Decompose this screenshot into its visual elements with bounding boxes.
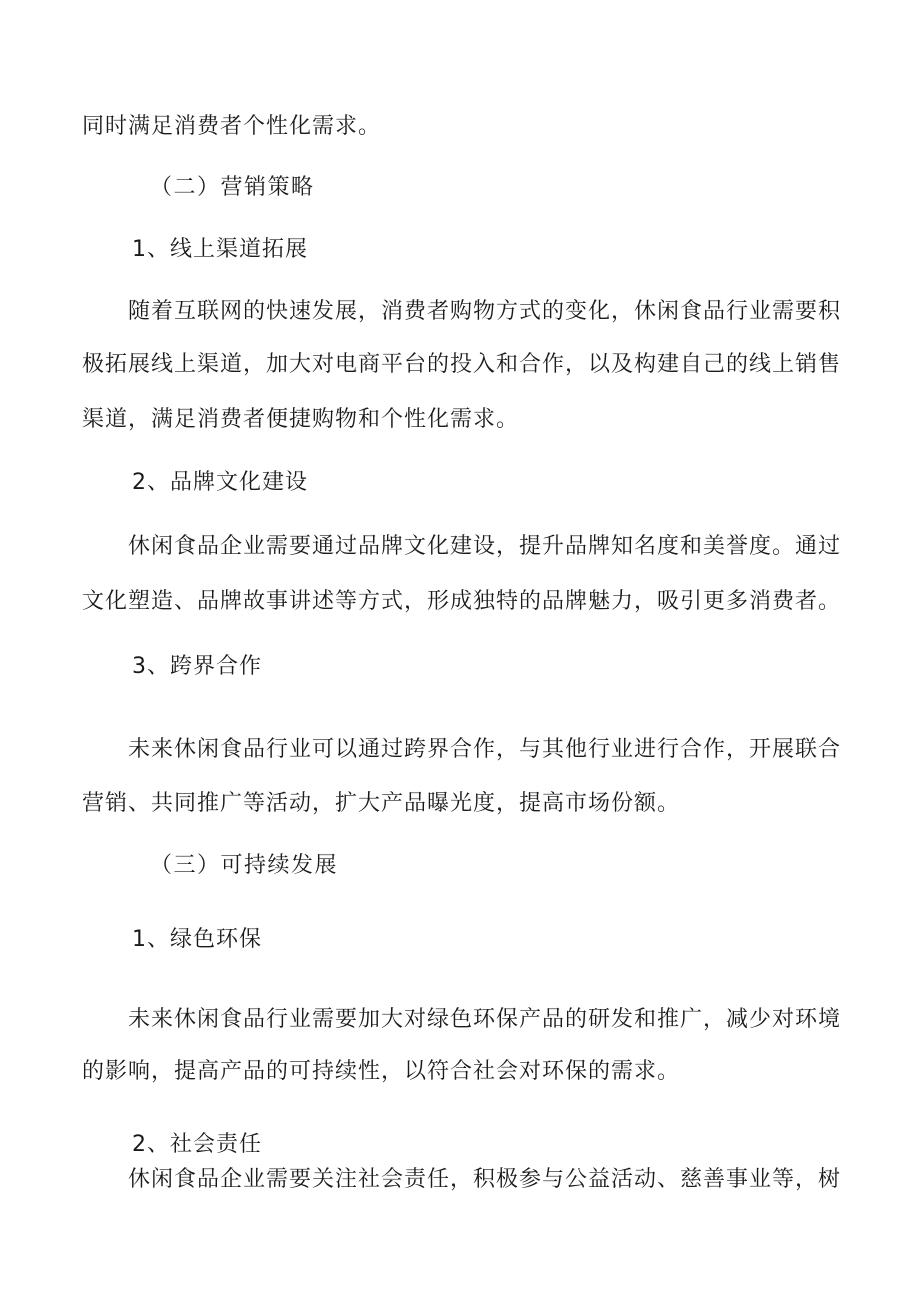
paragraph-green-line-2: 的影响，提高产品的可持续性，以符合社会对环保的需求。: [82, 1059, 681, 1084]
paragraph-online-channel-line-1: 随着互联网的快速发展，消费者购物方式的变化，休闲食品行业需要积: [128, 299, 842, 324]
paragraph-cross-border-line-2: 营销、共同推广等活动，扩大产品曝光度，提高市场份额。: [82, 791, 681, 816]
paragraph-online-channel-line-3: 渠道，满足消费者便捷购物和个性化需求。: [82, 407, 520, 432]
section-heading-sustainable-development: （三）可持续发展: [150, 853, 339, 878]
subheading-online-channel-expansion: 1、线上渠道拓展: [132, 237, 308, 262]
paragraph-online-channel-line-2: 极拓展线上渠道，加大对电商平台的投入和合作，以及构建自己的线上销售: [82, 352, 842, 377]
paragraph-cross-border-line-1: 未来休闲食品行业可以通过跨界合作，与其他行业进行合作，开展联合: [128, 737, 842, 762]
paragraph-social-responsibility-line-1: 休闲食品企业需要关注社会责任，积极参与公益活动、慈善事业等，树: [128, 1167, 842, 1192]
paragraph-brand-culture-line-2: 文化塑造、品牌故事讲述等方式，形成独特的品牌魅力，吸引更多消费者。: [82, 589, 842, 614]
subheading-brand-culture: 2、品牌文化建设: [132, 470, 308, 495]
subheading-green-environment: 1、绿色环保: [132, 927, 262, 952]
subheading-cross-border-cooperation: 3、跨界合作: [132, 654, 262, 679]
paragraph-brand-culture-line-1: 休闲食品企业需要通过品牌文化建设，提升品牌知名度和美誉度。通过: [128, 534, 842, 559]
paragraph-green-line-1: 未来休闲食品行业需要加大对绿色环保产品的研发和推广，减少对环境: [128, 1007, 842, 1032]
paragraph-continuation-line: 同时满足消费者个性化需求。: [82, 114, 382, 139]
section-heading-marketing-strategy: （二）营销策略: [150, 175, 315, 200]
subheading-social-responsibility: 2、社会责任: [132, 1132, 262, 1157]
